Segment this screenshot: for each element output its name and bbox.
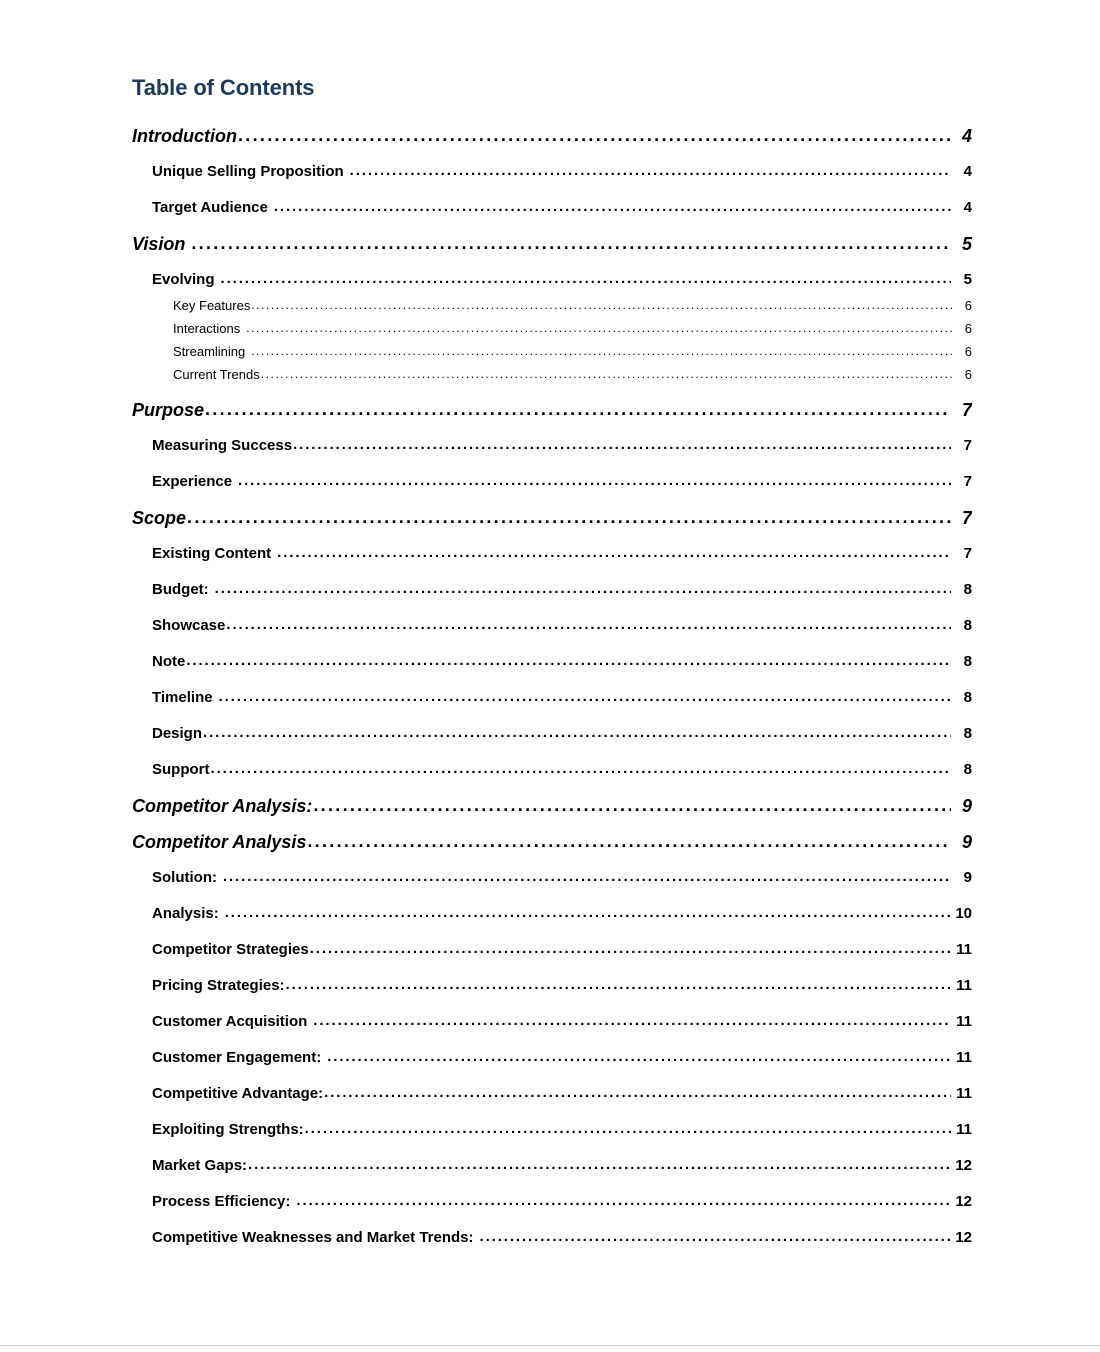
toc-entry-page-number: 5 <box>963 271 972 288</box>
toc-entry-label: Market Gaps: <box>152 1157 248 1174</box>
toc-entry-label: Competitor Analysis: <box>132 796 313 816</box>
toc-entry-label: Target Audience <box>152 199 268 216</box>
toc-entry-label: Customer Acquisition <box>152 1013 308 1030</box>
toc-entry-page-number: 8 <box>963 689 972 706</box>
toc-entry-page-number: 6 <box>964 321 972 336</box>
toc-entry-label: Existing Content <box>152 545 272 562</box>
toc-entry-label: Timeline <box>152 689 213 706</box>
dot-leader <box>293 428 951 463</box>
toc-entry-level-2[interactable] <box>152 536 972 572</box>
dot-leader <box>327 1040 951 1075</box>
toc-entry-level-2[interactable] <box>152 572 972 608</box>
toc-entry-level-2[interactable] <box>152 1220 972 1256</box>
dot-leader <box>238 118 951 153</box>
toc-entry-level-2[interactable] <box>152 680 972 716</box>
dot-leader <box>296 1184 951 1219</box>
toc-entry-label: Process Efficiency: <box>152 1193 291 1210</box>
dot-leader <box>205 392 951 427</box>
toc-entry-level-1[interactable] <box>132 392 972 428</box>
toc-entry-label: Budget: <box>152 581 209 598</box>
toc-entry-page-number: 6 <box>964 344 972 359</box>
dot-leader <box>211 752 952 787</box>
toc-entry-page-number: 11 <box>956 977 972 994</box>
toc-entry-level-2[interactable] <box>152 262 972 298</box>
toc-entry-level-2[interactable] <box>152 154 972 190</box>
toc-entry-level-1[interactable] <box>132 500 972 536</box>
toc-entry-level-2[interactable] <box>152 896 972 932</box>
toc-entry-level-2[interactable] <box>152 932 972 968</box>
toc-entry-label: Measuring Success <box>152 437 293 454</box>
toc-entry-page-number: 6 <box>964 367 972 382</box>
toc-entry-page-number: 7 <box>963 437 972 454</box>
toc-entry-page-number: 7 <box>961 508 972 528</box>
toc-entry-level-2[interactable] <box>152 608 972 644</box>
dot-leader <box>324 1076 951 1111</box>
toc-subgroup <box>132 294 972 386</box>
toc-entry-level-3[interactable] <box>173 363 972 386</box>
toc-entry-label: Evolving <box>152 271 215 288</box>
dot-leader <box>251 340 953 363</box>
toc-entry-page-number: 8 <box>963 761 972 778</box>
dot-leader <box>187 500 951 535</box>
page-title: Table of Contents <box>132 75 315 100</box>
toc-entry-label: Solution: <box>152 869 217 886</box>
toc-entry-level-2[interactable] <box>152 1076 972 1112</box>
dot-leader <box>186 644 951 679</box>
dot-leader <box>223 860 951 895</box>
toc-entry-level-2[interactable] <box>152 428 972 464</box>
dot-leader <box>277 536 951 571</box>
toc-entry-page-number: 8 <box>963 581 972 598</box>
toc-entry-page-number: 11 <box>956 1049 972 1066</box>
dot-leader <box>313 1004 951 1039</box>
dot-leader <box>310 932 951 967</box>
toc-entry-label: Support <box>152 761 210 778</box>
toc-entry-level-1[interactable] <box>132 788 972 824</box>
dot-leader <box>238 464 951 499</box>
toc-entry-label: Vision <box>132 234 186 254</box>
toc-entry-page-number: 11 <box>956 1085 972 1102</box>
toc-entry-level-2[interactable] <box>152 860 972 896</box>
dot-leader <box>313 788 951 823</box>
toc-entry-label: Purpose <box>132 400 205 420</box>
dot-leader <box>215 572 951 607</box>
toc-entry-label: Competitive Weaknesses and Market Trends: <box>152 1229 474 1246</box>
toc-entry-level-3[interactable] <box>173 294 972 317</box>
dot-leader <box>191 226 951 261</box>
dot-leader <box>221 262 951 297</box>
dot-leader <box>274 190 951 225</box>
toc-entry-label: Experience <box>152 473 233 490</box>
toc-entry-label: Analysis: <box>152 905 219 922</box>
dot-leader <box>480 1220 951 1255</box>
toc-entry-page-number: 8 <box>963 725 972 742</box>
toc-entry-page-number: 9 <box>961 832 972 852</box>
toc-entry-label: Competitor Strategies <box>152 941 309 958</box>
toc-entry-label: Customer Engagement: <box>152 1049 322 1066</box>
toc-entry-level-2[interactable] <box>152 752 972 788</box>
toc-entry-page-number: 12 <box>955 1193 972 1210</box>
dot-leader <box>225 896 951 931</box>
toc-entry-page-number: 6 <box>964 298 972 313</box>
toc-entry-label: Introduction <box>132 126 237 146</box>
dot-leader <box>307 824 951 859</box>
toc-entry-label: Design <box>152 725 203 742</box>
toc-entry-level-2[interactable] <box>152 716 972 752</box>
toc-entry-level-2[interactable] <box>152 1148 972 1184</box>
dot-leader <box>246 317 953 340</box>
toc-entry-level-2[interactable] <box>152 968 972 1004</box>
toc-entry-level-2[interactable] <box>152 1040 972 1076</box>
toc-entry-page-number: 7 <box>961 400 972 420</box>
toc-entry-label: Streamlining <box>173 344 246 359</box>
toc-entry-level-1[interactable] <box>132 118 972 154</box>
toc-entry-label: Note <box>152 653 186 670</box>
toc-entry-page-number: 11 <box>956 1013 972 1030</box>
toc-entry-page-number: 12 <box>955 1157 972 1174</box>
toc-entry-level-2[interactable] <box>152 1112 972 1148</box>
toc-entry-level-2[interactable] <box>152 464 972 500</box>
dot-leader <box>350 154 951 189</box>
toc-entry-label: Key Features <box>173 298 251 313</box>
page-gutter <box>0 1346 1100 1352</box>
toc-entry-page-number: 7 <box>963 473 972 490</box>
toc-entry-page-number: 8 <box>963 617 972 634</box>
toc-entry-page-number: 10 <box>955 905 972 922</box>
dot-leader <box>305 1112 951 1147</box>
dot-leader <box>248 1148 951 1183</box>
dot-leader <box>286 968 951 1003</box>
toc-entry-level-1[interactable] <box>132 226 972 262</box>
dot-leader <box>261 363 953 386</box>
toc-entry-page-number: 4 <box>961 126 972 146</box>
toc-entry-level-1[interactable] <box>132 824 972 860</box>
toc-entry-page-number: 11 <box>956 1121 972 1138</box>
dot-leader <box>219 680 951 715</box>
toc-entry-page-number: 9 <box>963 869 972 886</box>
toc-entry-page-number: 5 <box>961 234 972 254</box>
dot-leader <box>203 716 951 751</box>
toc-entry-level-2[interactable] <box>152 1184 972 1220</box>
toc-entry-page-number: 7 <box>963 545 972 562</box>
toc-entry-page-number: 4 <box>963 199 972 216</box>
toc-entry-page-number: 12 <box>955 1229 972 1246</box>
table-of-contents <box>132 74 972 1256</box>
toc-entry-label: Scope <box>132 508 187 528</box>
toc-entry-level-2[interactable] <box>152 644 972 680</box>
toc-entry-label: Current Trends <box>173 367 260 382</box>
toc-entry-page-number: 8 <box>963 653 972 670</box>
toc-entry-level-3[interactable] <box>173 340 972 363</box>
toc-entry-list <box>132 118 972 1256</box>
toc-entry-level-2[interactable] <box>152 190 972 226</box>
toc-entry-level-2[interactable] <box>152 1004 972 1040</box>
toc-entry-label: Showcase <box>152 617 226 634</box>
toc-entry-page-number: 9 <box>961 796 972 816</box>
toc-entry-label: Unique Selling Proposition <box>152 163 344 180</box>
toc-entry-page-number: 4 <box>963 163 972 180</box>
dot-leader <box>251 294 953 317</box>
toc-entry-label: Competitor Analysis <box>132 832 307 852</box>
toc-entry-label: Exploiting Strengths: <box>152 1121 304 1138</box>
toc-entry-label: Pricing Strategies: <box>152 977 285 994</box>
toc-entry-level-3[interactable] <box>173 317 972 340</box>
dot-leader <box>226 608 951 643</box>
toc-entry-label: Competitive Advantage: <box>152 1085 324 1102</box>
toc-entry-page-number: 11 <box>956 941 972 958</box>
toc-entry-label: Interactions <box>173 321 241 336</box>
